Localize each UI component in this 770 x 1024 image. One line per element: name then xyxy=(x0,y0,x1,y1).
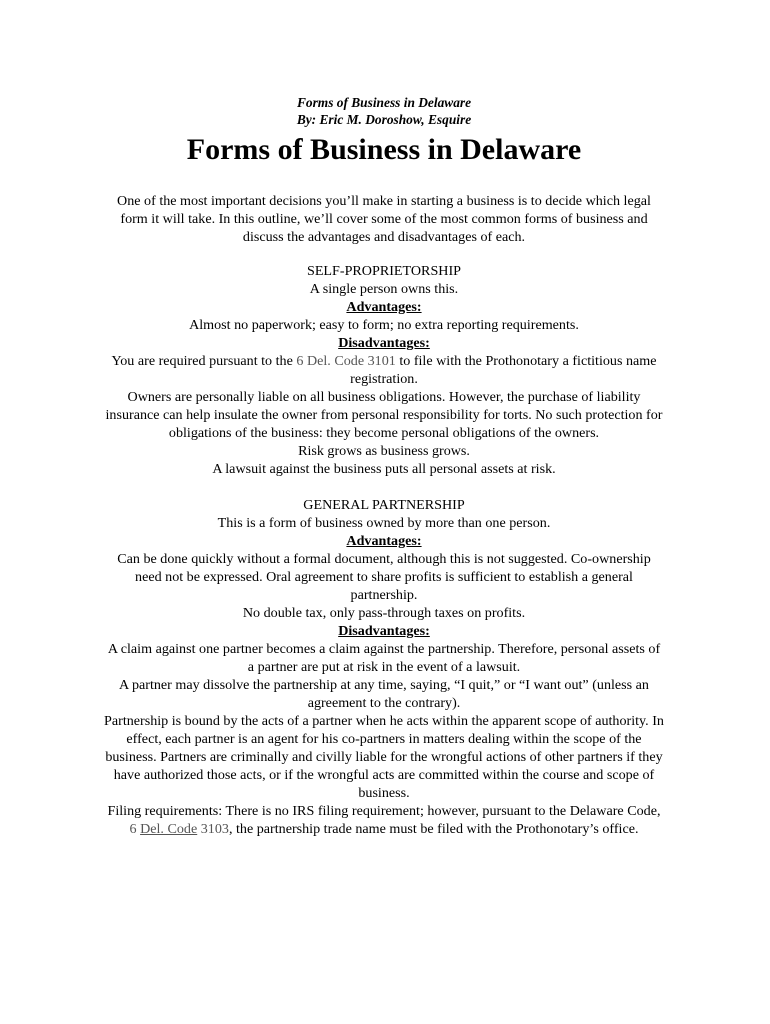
disadvantage-text: You are required pursuant to the xyxy=(111,353,297,369)
advantages-heading: Advantages: xyxy=(346,299,422,315)
filing-text: Filing requirements: There is no IRS filing requirement; however, pursuant to the Delaware Code, xyxy=(107,803,661,819)
section-heading: GENERAL PARTNERSHIP xyxy=(303,497,465,513)
disadvantage-item: A lawsuit against the business puts all personal assets at risk. xyxy=(212,461,556,477)
disadvantage-item: Partnership is bound by the acts of a partner when he acts within the apparent scope of authority. In effect, each partner is an agent for his co-partners in matters dealing within the scope of the business. Partners are criminally and civilly liable for the wrongful actions of other partners if they have authorized those acts, or if the wrongful acts are committed within the course and scope of business. xyxy=(104,713,664,801)
section-heading: SELF-PROPRIETORSHIP xyxy=(306,263,462,279)
advantage-item: No double tax, only pass-through taxes on profits. xyxy=(242,605,526,621)
document-body xyxy=(104,94,664,838)
sole-proprietorship-section xyxy=(104,262,664,478)
advantage-item: Can be done quickly without a formal document, although this is not suggested. Co-ownership need not be expressed. Oral agreement to share profits is sufficient to establish a general partnership. xyxy=(117,551,651,603)
disadvantages-heading: Disadvantages: xyxy=(338,335,430,351)
filing-requirements xyxy=(104,802,664,838)
disadvantages-heading: Disadvantages: xyxy=(338,623,430,639)
code-citation-link[interactable]: 6 xyxy=(129,821,141,837)
document-subtitle: Forms of Business in Delaware xyxy=(296,95,472,110)
disadvantage-item: A partner may dissolve the partnership at any time, saying, “I quit,” or “I want out” (unless an agreement to the contrary). xyxy=(119,677,649,711)
disadvantage-item: A claim against one partner becomes a claim against the partnership. Therefore, personal assets of a partner are put at risk in the event of a lawsuit. xyxy=(107,641,661,675)
general-partnership-section xyxy=(104,496,664,838)
intro-paragraph: One of the most important decisions you’ll make in starting a business is to decide which legal form it will take. In this outline, we’ll cover some of the most common forms of business and discuss the advantages and disadvantages of each. xyxy=(117,193,651,245)
filing-text: , the partnership trade name must be filed with the Prothonotary’s office. xyxy=(228,821,639,837)
disadvantage-item: Risk grows as business grows. xyxy=(298,443,470,459)
disadvantage-item xyxy=(104,352,664,388)
section-description: This is a form of business owned by more than one person. xyxy=(217,515,551,531)
page-title: Forms of Business in Delaware xyxy=(186,133,582,166)
advantages-heading: Advantages: xyxy=(346,533,422,549)
section-description: A single person owns this. xyxy=(309,281,459,297)
code-citation-link[interactable]: 6 Del. Code 3101 xyxy=(296,353,396,369)
disadvantage-item: Owners are personally liable on all business obligations. However, the purchase of liability insurance can help insulate the owner from personal responsibility for torts. No such protection for obligations of the business: they become personal obligations of the owners. xyxy=(105,389,663,441)
section-spacer xyxy=(104,478,664,496)
code-citation-link[interactable]: Del. Code xyxy=(140,821,198,837)
document-author: By: Eric M. Doroshow, Esquire xyxy=(296,112,472,127)
advantage-item: Almost no paperwork; easy to form; no extra reporting requirements. xyxy=(189,317,579,333)
code-citation-link[interactable]: 3103 xyxy=(197,821,229,837)
disadvantage-text: to file with the Prothonotary a fictitious name registration. xyxy=(350,353,657,387)
